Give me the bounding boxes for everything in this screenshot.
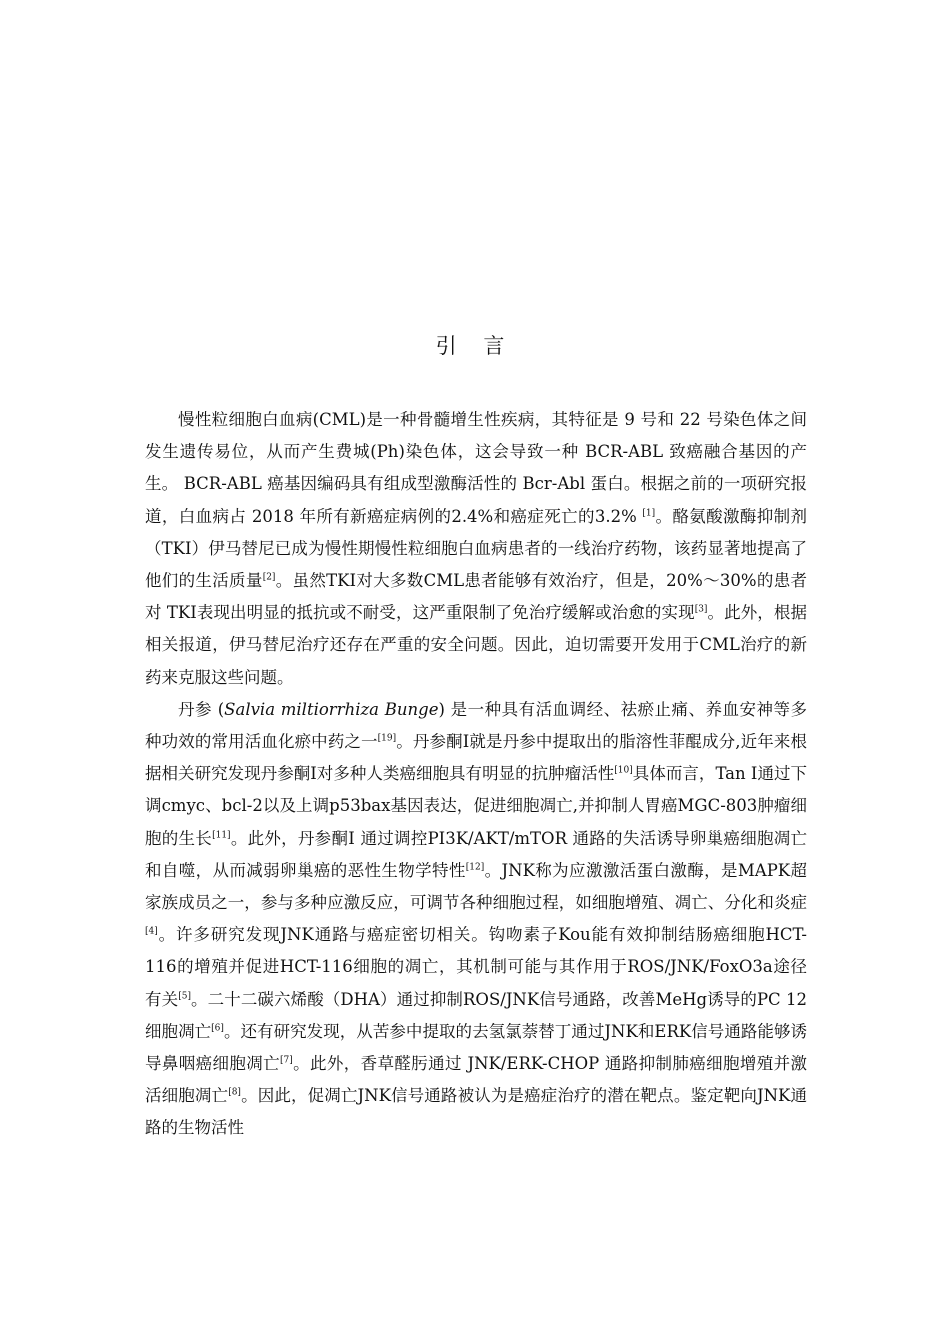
citation-ref[interactable]: [1] xyxy=(642,508,656,519)
citation-ref[interactable]: [10] xyxy=(614,765,633,776)
text-run: ) 是一种具有活血调经、祛瘀止痛、养血安神等多种功效的常用活血化瘀中药之一 xyxy=(145,699,807,752)
body-text xyxy=(145,404,807,1145)
text-run: 。丹参酮Ⅰ就是丹参中提取出的脂溶性菲醌成分,近年来根据相关研究发现丹参酮Ⅰ对多种人类癌细胞具有明显的抗肿瘤活性 xyxy=(145,732,808,784)
citation-ref[interactable]: [7] xyxy=(280,1055,293,1066)
citation-ref[interactable]: [4] xyxy=(145,926,158,937)
species-name: Salvia miltiorrhiza Bunge xyxy=(224,699,439,719)
paragraph-cml-intro xyxy=(145,404,807,694)
text-run: 具体而言，Tan Ⅰ通过下调cmyc、bcl-2以及上调p53bax基因表达，促进细胞凋亡,并抑制人胃癌MGC-803肿瘤细胞的生长 xyxy=(145,764,807,848)
text-run: 。JNK称为应激激活蛋白激酶，是MAPK超家族成员之一，参与多种应激反应，可调节各种细胞过程，如细胞增殖、凋亡、分化和炎症 xyxy=(145,860,808,913)
citation-ref[interactable]: [6] xyxy=(211,1023,224,1034)
citation-ref[interactable]: [5] xyxy=(178,991,191,1002)
citation-ref[interactable]: [2] xyxy=(262,572,276,583)
text-run: 。此外，根据相关报道，伊马替尼治疗还存在严重的安全问题。因此，迫切需要开发用于CML治疗的新药来克服这些问题。 xyxy=(145,603,807,687)
section-heading: 引 言 xyxy=(435,334,515,358)
text-run: 慢性粒细胞白血病(CML)是一种骨髓增生性疾病，其特征是 9 号和 22 号染色体之间发生遗传易位，从而产生费城(Ph)染色体，这会导致一种 BCR-ABL 致癌融合基因的产生。 BCR-ABL 癌基因编码具有组成型激酶活性的 Bcr-Abl 蛋白。根据之前的一项研究报道，白血病占 2018 年所有新癌症病例的2.4%和癌症死亡的3.2% xyxy=(145,410,807,526)
text-run: 。酪氨酸激酶抑制剂（TKI）伊马替尼已成为慢性期慢性粒细胞白血病患者的一线治疗药物，该药显著地提高了他们的生活质量 xyxy=(145,506,807,591)
citation-ref[interactable]: [3] xyxy=(694,604,708,615)
text-run: 。此外，香草醛肟通过 JNK/ERK-CHOP 通路抑制肺癌细胞增殖并激活细胞凋亡 xyxy=(145,1054,807,1106)
text-run: 。因此，促凋亡JNK信号通路被认为是癌症治疗的潜在靶点。鉴定靶向JNK通路的生物活性 xyxy=(145,1086,808,1138)
text-run: 丹参 ( xyxy=(178,699,225,719)
text-run: 。虽然TKI对大多数CML患者能够有效治疗，但是，20%～30%的患者对 TKI表现出明显的抵抗或不耐受，这严重限制了免治疗缓解或治愈的实现 xyxy=(145,571,807,623)
text-run: 。此外，丹参酮Ⅰ 通过调控PI3K/AKT/mTOR 通路的失活诱导卵巢癌细胞凋亡和自噬，从而减弱卵巢癌的恶性生物学特性 xyxy=(145,828,808,880)
text-run: 。还有研究发现，从苦参中提取的去氢氯萘替丁通过JNK和ERK信号通路能够诱导鼻咽癌细胞凋亡 xyxy=(145,1021,807,1074)
text-run: 。许多研究发现JNK通路与癌症密切相关。钩吻素子Kou能有效抑制结肠癌细胞HCT-116的增殖并促进HCT-116细胞的凋亡，其机制可能与其作用于ROS/JNK/FoxO3a途径有关 xyxy=(145,925,807,1009)
paragraph-danshen xyxy=(145,694,807,1145)
citation-ref[interactable]: [19] xyxy=(377,733,397,744)
text-run: 。二十二碳六烯酸（DHA）通过抑制ROS/JNK信号通路，改善MeHg诱导的PC 12细胞凋亡 xyxy=(145,989,808,1041)
citation-ref[interactable]: [11] xyxy=(212,830,231,841)
citation-ref[interactable]: [12] xyxy=(465,862,485,873)
citation-ref[interactable]: [8] xyxy=(228,1087,241,1098)
